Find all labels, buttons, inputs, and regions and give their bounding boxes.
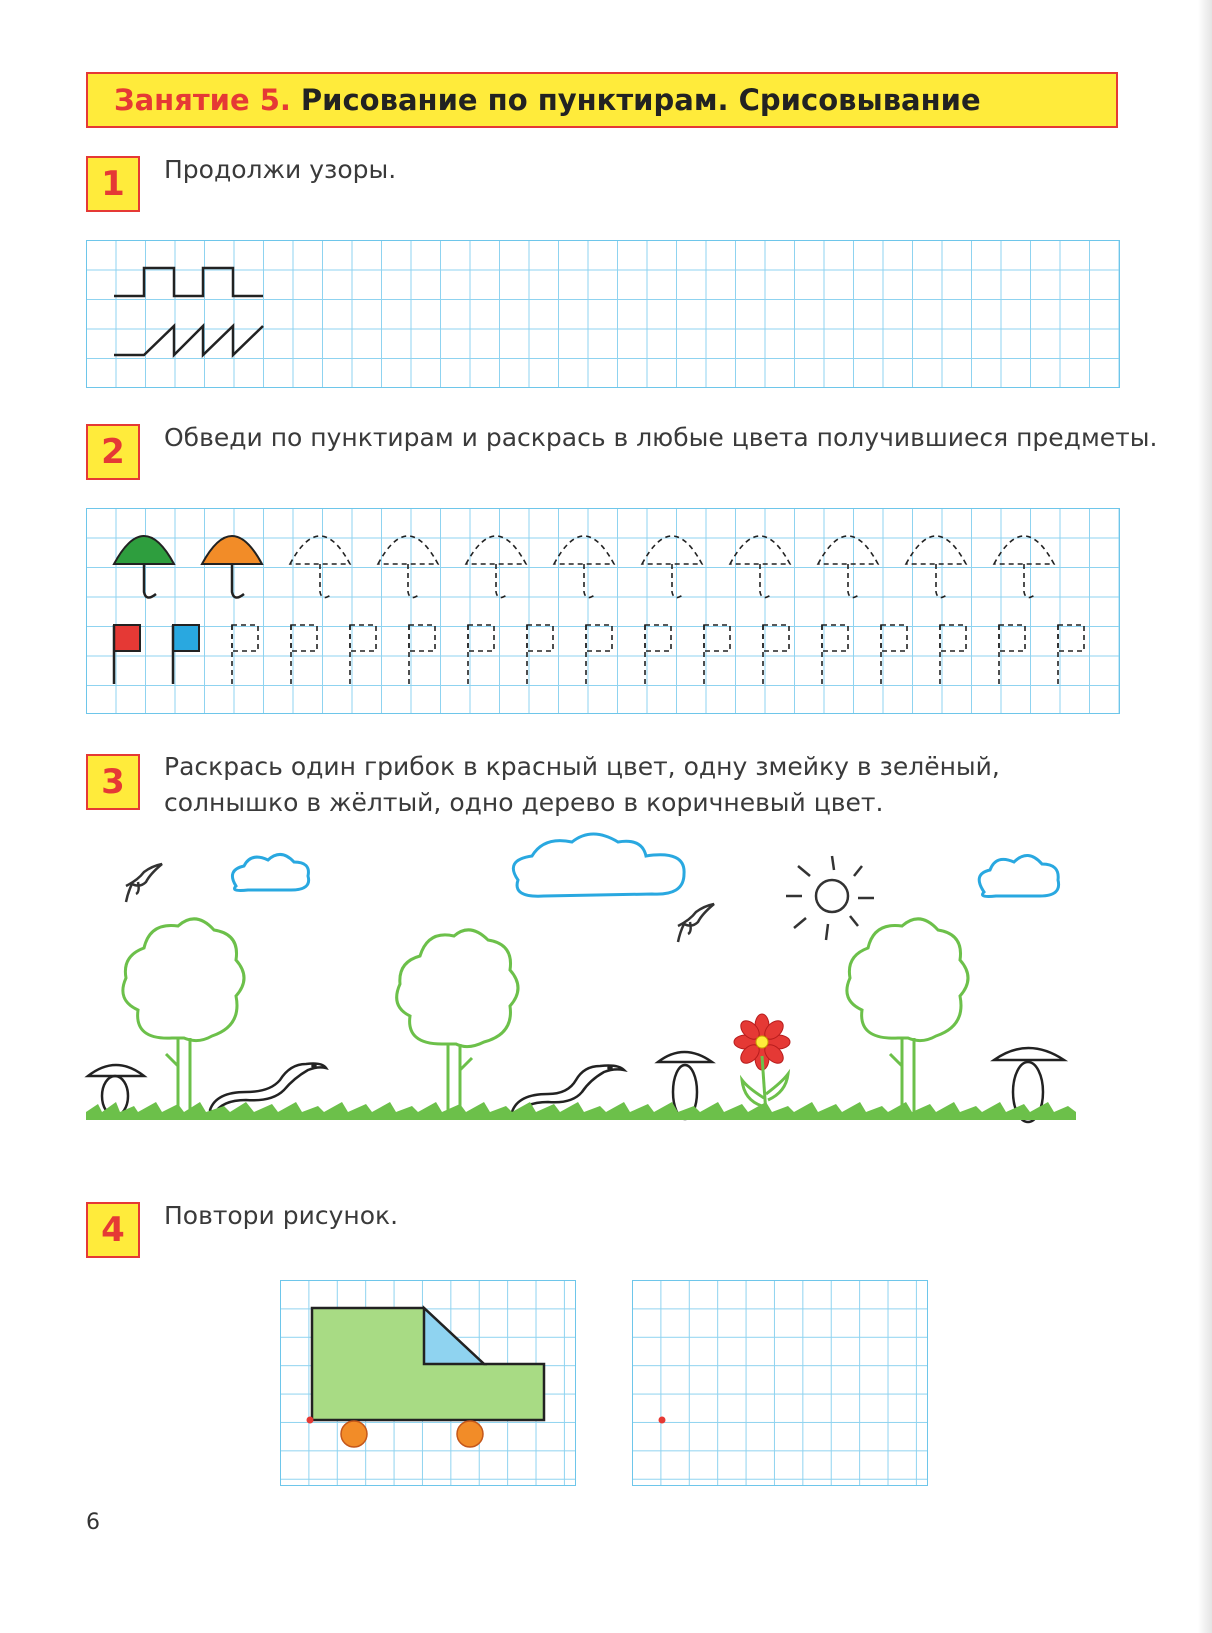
flag-icon <box>645 625 671 684</box>
flag-icon <box>114 625 140 684</box>
task-1-patterns <box>86 240 1120 388</box>
umbrella-icon <box>290 536 350 598</box>
cloud-icon <box>232 854 308 890</box>
lesson-label: Занятие 5. <box>114 83 291 117</box>
flag-icon <box>999 625 1025 684</box>
umbrella-icon <box>466 536 526 598</box>
flag-icon <box>232 625 258 684</box>
task-3-number: 3 <box>86 754 140 810</box>
flag-icon <box>704 625 730 684</box>
cloud-icon <box>513 834 684 896</box>
task-1-text: Продолжи узоры. <box>164 155 397 184</box>
task-2-text: Обведи по пунктирам и раскрась в любые цвета получившиеся предметы. <box>164 423 1158 452</box>
umbrella-icon <box>378 536 438 598</box>
page-edge-shadow <box>1198 0 1212 1633</box>
umbrella-icon <box>906 536 966 598</box>
grass <box>86 1102 1076 1120</box>
tree-icon <box>123 919 244 1120</box>
flower-icon <box>734 1014 790 1114</box>
meander-pattern-icon <box>114 268 263 296</box>
copy-start-dot <box>632 1280 928 1486</box>
flag-icon <box>586 625 612 684</box>
task-3-text: Раскрась один грибок в красный цвет, одну змейку в зелёный, солнышко в жёлтый, одно дерево в коричневый цвет. <box>164 752 1000 817</box>
task-3-scene <box>86 830 1120 1170</box>
umbrella-icon <box>114 536 174 598</box>
truck-icon <box>280 1280 576 1486</box>
task-2-number: 2 <box>86 424 140 480</box>
flag-icon <box>822 625 848 684</box>
lesson-title: Рисование по пунктирам. Срисовывание <box>300 83 981 117</box>
task-4-text: Повтори рисунок. <box>164 1201 399 1230</box>
tree-icon <box>397 930 518 1120</box>
umbrella-icon <box>994 536 1054 598</box>
bird-icon <box>126 864 162 902</box>
flag-icon <box>291 625 317 684</box>
flag-icon <box>763 625 789 684</box>
flag-icon <box>173 625 199 684</box>
flag-icon <box>940 625 966 684</box>
tree-icon <box>847 919 968 1120</box>
flag-icon <box>881 625 907 684</box>
umbrella-icon <box>818 536 878 598</box>
umbrella-icon <box>642 536 702 598</box>
lesson-header <box>86 72 1118 128</box>
umbrella-icon <box>202 536 262 598</box>
zigzag-pattern-icon <box>114 326 263 355</box>
task-2-items <box>86 508 1120 714</box>
umbrella-icon <box>730 536 790 598</box>
sun-icon <box>786 856 874 940</box>
flag-icon <box>409 625 435 684</box>
flag-icon <box>1058 625 1084 684</box>
flag-icon <box>527 625 553 684</box>
bird-icon <box>678 904 714 942</box>
page-number: 6 <box>86 1510 100 1535</box>
task-1-number: 1 <box>86 156 140 212</box>
cloud-icon <box>979 855 1058 896</box>
flag-icon <box>468 625 494 684</box>
umbrella-icon <box>554 536 614 598</box>
task-4-number: 4 <box>86 1202 140 1258</box>
flag-icon <box>350 625 376 684</box>
